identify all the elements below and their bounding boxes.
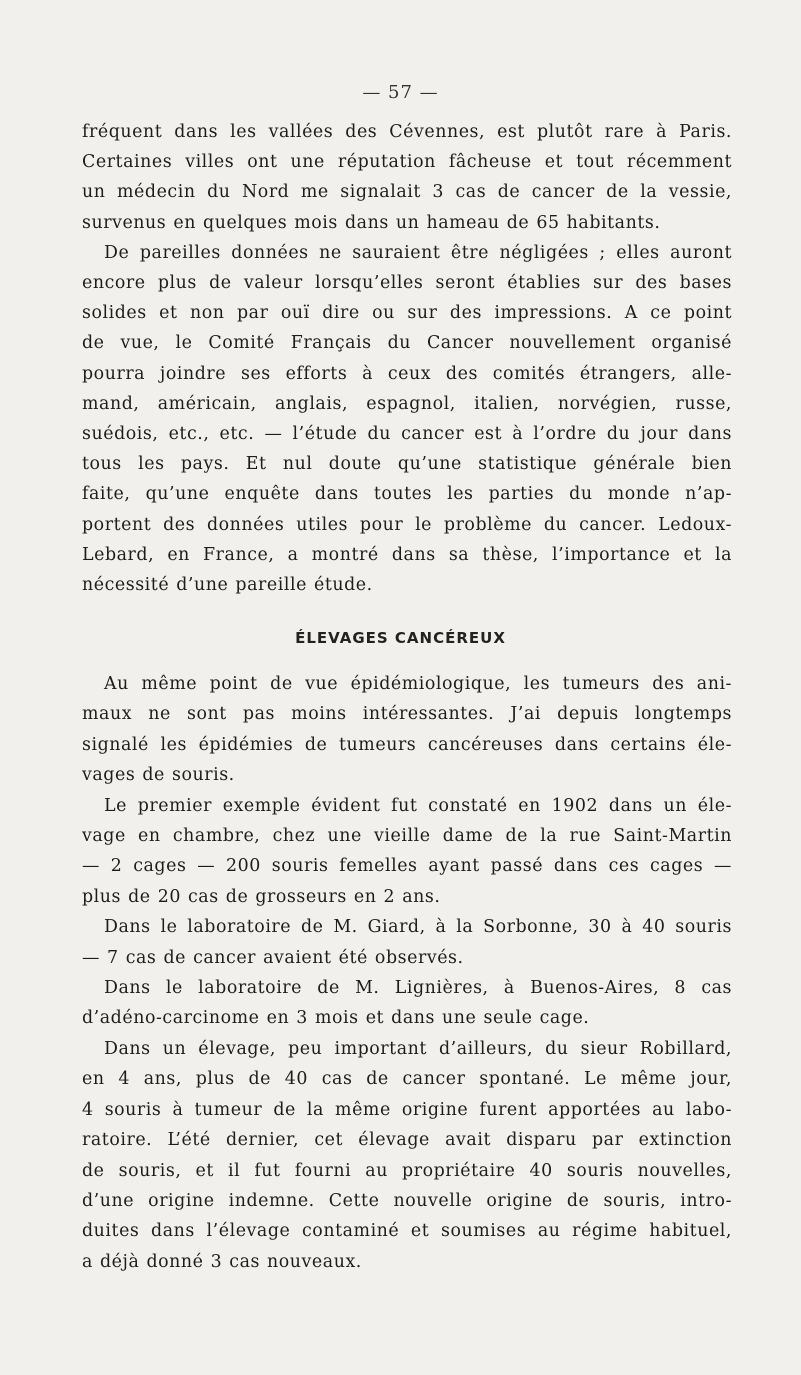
text-line: vage en chambre, chez une vieille dame de la rue Saint-Martin [82, 826, 732, 847]
text-line: un médecin du Nord me signalait 3 cas de cancer de la vessie, [82, 182, 732, 203]
text-line: mand, américain, anglais, espagnol, italien, norvégien, russe, [82, 393, 732, 414]
text-line: en 4 ans, plus de 40 cas de cancer spontané. Le même jour, [82, 1069, 732, 1090]
text-line: faite, qu’une enquête dans toutes les parties du monde n’ap- [82, 484, 732, 505]
text-line: d’adéno-carcinome en 3 mois et dans une seule cage. [82, 1008, 590, 1029]
page-number: — 57 — [362, 82, 439, 103]
text-line: a déjà donné 3 cas nouveaux. [82, 1251, 362, 1272]
text-line: portent des données utiles pour le problème du cancer. Ledoux- [82, 514, 732, 535]
text-line: de souris, et il fut fourni au propriétaire 40 souris nouvelles, [82, 1160, 732, 1181]
text-line: De pareilles données ne sauraient être négligées ; elles auront [104, 242, 732, 263]
text-line: encore plus de valeur lorsqu’elles seront établies sur des bases [82, 273, 732, 294]
text-line: ratoire. L’été dernier, cet élevage avait disparu par extinction [82, 1130, 732, 1151]
text-line: — 2 cages — 200 souris femelles ayant passé dans ces cages — [82, 856, 732, 877]
text-line: Dans un élevage, peu important d’ailleurs, du sieur Robillard, [104, 1038, 732, 1059]
text-line: Certaines villes ont une réputation fâcheuse et tout récemment [82, 152, 732, 173]
text-line: Dans le laboratoire de M. Giard, à la Sorbonne, 30 à 40 souris [104, 917, 732, 938]
text-line: plus de 20 cas de grosseurs en 2 ans. [82, 886, 441, 907]
text-line: tous les pays. Et nul doute qu’une statistique générale bien [82, 454, 732, 475]
text-line: de vue, le Comité Français du Cancer nouvellement organisé [82, 333, 732, 354]
text-line: suédois, etc., etc. — l’étude du cancer est à l’ordre du jour dans [82, 424, 732, 445]
text-line: fréquent dans les vallées des Cévennes, est plutôt rare à Paris. [82, 122, 732, 142]
section-heading: ÉLEVAGES CANCÉREUX [295, 629, 506, 647]
text-line: — 7 cas de cancer avaient été observés. [82, 947, 464, 968]
section-1-text [82, 117, 732, 600]
text-line: nécessité d’une pareille étude. [82, 575, 373, 596]
section-2-text [82, 669, 732, 1277]
text-line: Au même point de vue épidémiologique, les tumeurs des ani- [104, 674, 732, 694]
text-line: signalé les épidémies de tumeurs cancéreuses dans certains éle- [82, 734, 732, 755]
text-line: solides et non par ouï dire ou sur des impressions. A ce point [82, 303, 732, 324]
text-line: Dans le laboratoire de M. Lignières, à Buenos-Aires, 8 cas [104, 978, 732, 999]
text-line: maux ne sont pas moins intéressantes. J’ai depuis longtemps [82, 704, 732, 725]
text-line: d’une origine indemne. Cette nouvelle origine de souris, intro- [82, 1190, 732, 1211]
text-line: duites dans l’élevage contaminé et soumises au régime habituel, [82, 1221, 732, 1242]
text-line: Lebard, en France, a montré dans sa thèse, l’importance et la [82, 544, 732, 565]
text-line: vages de souris. [82, 765, 235, 786]
text-line: Le premier exemple évident fut constaté en 1902 dans un éle- [104, 795, 732, 816]
text-line: 4 souris à tumeur de la même origine furent apportées au labo- [82, 1099, 732, 1120]
text-line: survenus en quelques mois dans un hameau de 65 habitants. [82, 212, 661, 233]
text-line: pourra joindre ses efforts à ceux des comités étrangers, alle- [82, 363, 732, 384]
